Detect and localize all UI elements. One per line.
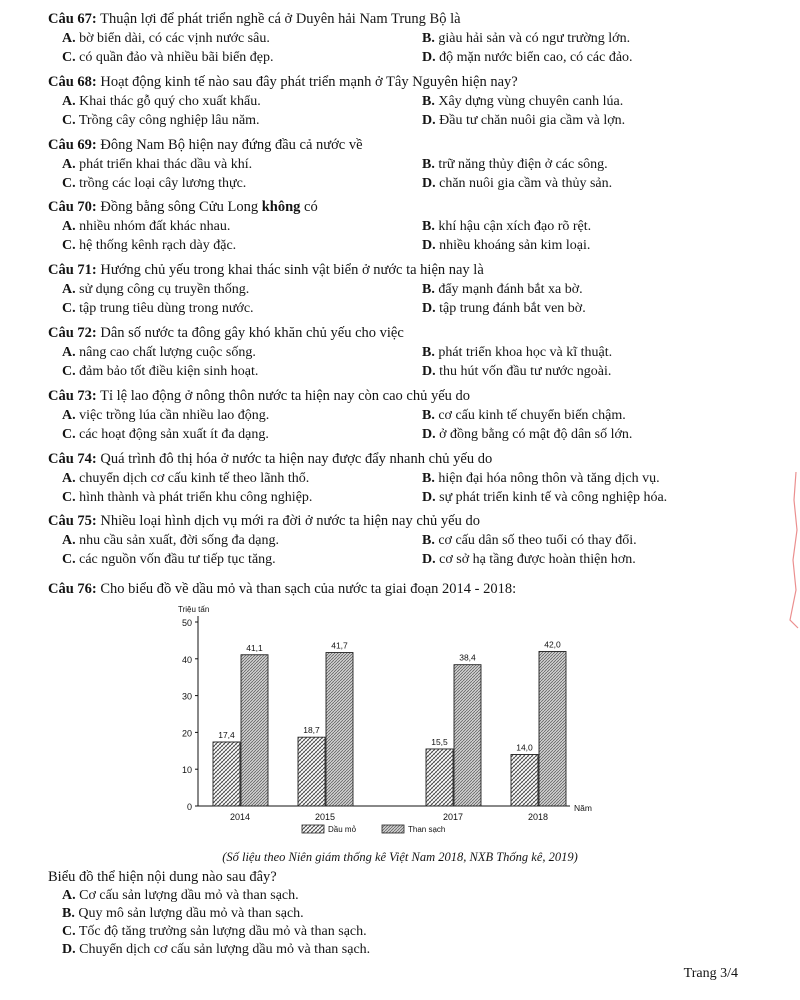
question-number: Câu 67: xyxy=(48,11,97,27)
option-text: độ mặn nước biển cao, có các đảo. xyxy=(439,50,633,65)
option-text: Tốc độ tăng trưởng sản lượng dầu mỏ và than sạch. xyxy=(78,924,367,939)
option-text: nhiều khoáng sản kim loại. xyxy=(439,238,591,254)
option-letter: C. xyxy=(62,112,76,128)
bar-value-label: 14,0 xyxy=(516,742,533,753)
bar-dau-mo-2015 xyxy=(298,737,325,806)
option-letter: C. xyxy=(62,552,76,568)
option-text: giàu hải sản và có ngư trường lớn. xyxy=(438,31,631,46)
y-tick-label: 30 xyxy=(181,691,192,702)
option-letter: B. xyxy=(422,282,435,298)
x-tick-label: 2015 xyxy=(314,812,336,822)
page-number: Trang 3/4 xyxy=(683,966,738,981)
y-tick-label: 40 xyxy=(181,654,192,665)
option-grid xyxy=(48,29,758,67)
question-text: Hướng chủ yếu trong khai thác sinh vật biển ở nước ta hiện nay là xyxy=(100,262,484,279)
legend-label-dau-mo: Dầu mỏ xyxy=(328,825,357,834)
option-d[interactable] xyxy=(422,236,590,255)
question-76-option-a[interactable] xyxy=(48,887,758,905)
question-text: Đông Nam Bộ hiện nay đứng đầu cả nước về xyxy=(100,136,363,153)
option-b[interactable] xyxy=(422,217,591,236)
option-text: đảm bảo tốt điều kiện sinh hoạt. xyxy=(79,364,259,379)
question-76-stem xyxy=(48,580,758,599)
option-letter: D. xyxy=(422,112,436,128)
bar-than-sach-2015 xyxy=(326,653,353,806)
question-number: Câu 69: xyxy=(48,136,97,153)
question-76-text: Cho biểu đồ về dầu mỏ và than sạch của nước ta giai đoạn 2014 - 2018: xyxy=(100,581,517,597)
option-b[interactable] xyxy=(422,531,637,550)
question-text: Hoạt động kinh tế nào sau đây phát triển mạnh ở Tây Nguyên hiện nay? xyxy=(100,73,518,90)
option-letter: A. xyxy=(62,93,76,109)
option-text: nhiều nhóm đất khác nhau. xyxy=(79,219,231,235)
question-text: Đồng bằng sông Cửu Long xyxy=(100,199,259,216)
option-letter: A. xyxy=(62,345,76,360)
question-stem xyxy=(48,73,758,92)
question-71 xyxy=(48,261,758,318)
option-letter: A. xyxy=(62,888,76,903)
question-75 xyxy=(48,512,758,569)
option-text: nhu cầu sản xuất, đời sống đa dạng. xyxy=(79,533,279,549)
x-tick-label: 2017 xyxy=(442,812,464,822)
option-letter: A. xyxy=(62,407,76,423)
option-text: chuyển dịch cơ cấu kinh tế theo lãnh thổ. xyxy=(79,470,310,486)
option-a[interactable] xyxy=(62,29,270,48)
bar-value-label: 41,7 xyxy=(331,640,348,651)
y-tick-label: 10 xyxy=(181,765,192,776)
option-letter: D. xyxy=(422,552,436,568)
option-letter: A. xyxy=(62,156,76,172)
legend-swatch-than-sach xyxy=(382,825,404,833)
bar-value-label: 17,4 xyxy=(218,729,235,740)
option-a[interactable] xyxy=(62,280,249,299)
option-c[interactable] xyxy=(62,174,246,193)
option-text: bờ biển dài, có các vịnh nước sâu. xyxy=(79,31,270,46)
option-text: Quy mô sản lượng dầu mỏ và than sạch. xyxy=(78,906,304,921)
option-a[interactable] xyxy=(62,469,309,488)
bar-than-sach-2017 xyxy=(454,665,481,806)
option-text: Trồng cây công nghiệp lâu năm. xyxy=(78,112,260,128)
option-letter: D. xyxy=(62,942,76,957)
option-c[interactable] xyxy=(62,236,236,255)
option-grid xyxy=(48,343,758,381)
option-text: chăn nuôi gia cầm và thủy sản. xyxy=(439,175,613,191)
option-letter: C. xyxy=(62,489,76,505)
option-text: nâng cao chất lượng cuộc sống. xyxy=(79,345,256,360)
option-text: hệ thống kênh rạch dày đặc. xyxy=(79,238,237,254)
option-letter: D. xyxy=(422,301,436,317)
option-grid xyxy=(48,469,758,507)
option-c[interactable] xyxy=(62,425,269,444)
option-b[interactable] xyxy=(422,343,612,362)
option-grid xyxy=(48,155,758,193)
option-letter: A. xyxy=(62,282,76,298)
option-text: Khai thác gỗ quý cho xuất khẩu. xyxy=(79,93,261,109)
question-76-option-d[interactable] xyxy=(48,941,758,959)
option-text: Đầu tư chăn nuôi gia cầm và lợn. xyxy=(439,112,626,128)
question-text-emphasis: không xyxy=(261,199,301,216)
question-76 xyxy=(48,580,758,599)
question-number: Câu 72: xyxy=(48,325,97,341)
option-d[interactable] xyxy=(422,48,633,67)
question-76-prompt: Biểu đồ thể hiện nội dung nào sau đây? xyxy=(48,869,277,885)
question-number: Câu 73: xyxy=(48,387,97,404)
option-b[interactable] xyxy=(422,469,660,488)
option-letter: D. xyxy=(422,364,436,379)
question-number: Câu 71: xyxy=(48,262,97,279)
question-text: Dân số nước ta đông gây khó khăn chủ yếu cho việc xyxy=(100,325,404,341)
option-a[interactable] xyxy=(62,155,252,174)
option-c[interactable] xyxy=(62,488,312,507)
option-letter: B. xyxy=(422,93,435,109)
option-letter: B. xyxy=(422,156,435,172)
option-letter: C. xyxy=(62,426,76,442)
option-text: các hoạt động sản xuất ít đa dạng. xyxy=(79,426,269,442)
option-c[interactable] xyxy=(62,48,274,67)
x-axis-label: Năm xyxy=(574,803,592,813)
option-text: đẩy mạnh đánh bắt xa bờ. xyxy=(438,282,583,298)
option-letter: B. xyxy=(422,31,435,46)
option-text: khí hậu cận xích đạo rõ rệt. xyxy=(438,219,592,235)
question-76-number: Câu 76: xyxy=(48,581,97,597)
question-number: Câu 70: xyxy=(48,199,97,216)
option-text: cơ cấu kinh tế chuyển biến chậm. xyxy=(438,407,626,423)
option-letter: A. xyxy=(62,31,76,46)
option-d[interactable] xyxy=(422,488,667,507)
option-letter: B. xyxy=(422,470,435,486)
option-letter: C. xyxy=(62,238,76,254)
oil-coal-bar-chart xyxy=(160,600,640,845)
option-b[interactable] xyxy=(422,406,626,425)
bar-value-label: 41,1 xyxy=(246,642,263,653)
question-stem xyxy=(48,198,758,217)
option-a[interactable] xyxy=(62,531,279,550)
option-text: tập trung đánh bắt ven bờ. xyxy=(439,301,586,317)
option-text: phát triển khai thác dầu và khí. xyxy=(79,156,253,172)
option-c[interactable] xyxy=(62,299,254,318)
option-letter: A. xyxy=(62,219,76,235)
question-72 xyxy=(48,324,758,381)
y-tick-label: 20 xyxy=(181,728,192,739)
option-text: phát triển khoa học và kĩ thuật. xyxy=(438,345,613,360)
option-text: Chuyển dịch cơ cấu sản lượng dầu mỏ và than sạch. xyxy=(79,942,371,957)
question-stem xyxy=(48,136,758,155)
option-letter: A. xyxy=(62,470,76,486)
option-letter: D. xyxy=(422,489,436,505)
question-stem xyxy=(48,10,758,29)
option-b[interactable] xyxy=(422,29,630,48)
option-c[interactable] xyxy=(62,550,276,569)
bar-than-sach-2018 xyxy=(539,651,566,806)
option-a[interactable] xyxy=(62,406,269,425)
option-letter: B. xyxy=(422,345,435,360)
option-a[interactable] xyxy=(62,92,261,111)
option-grid xyxy=(48,280,758,318)
question-text: Tỉ lệ lao động ở nông thôn nước ta hiện nay còn cao chủ yếu do xyxy=(100,387,471,404)
option-text: trữ năng thủy điện ở các sông. xyxy=(438,156,608,172)
bar-dau-mo-2017 xyxy=(426,749,453,806)
bar-value-label: 38,4 xyxy=(459,652,476,663)
question-76-answers-block xyxy=(48,868,758,959)
question-text: Thuận lợi để phát triển nghề cá ở Duyên hải Nam Trung Bộ là xyxy=(100,11,461,27)
option-letter: B. xyxy=(422,407,435,423)
option-d[interactable] xyxy=(422,111,625,130)
chart-source-note: (Số liệu theo Niên giám thống kê Việt Nam 2018, NXB Thống kê, 2019) xyxy=(222,850,578,864)
y-axis-label: Triệu tấn xyxy=(178,605,210,614)
question-76-option-b[interactable] xyxy=(48,905,758,923)
option-letter: D. xyxy=(422,238,436,254)
question-number: Câu 75: xyxy=(48,513,97,530)
question-stem xyxy=(48,261,758,280)
question-text-tail: có xyxy=(304,199,318,216)
bar-dau-mo-2018 xyxy=(511,754,538,806)
question-text: Quá trình đô thị hóa ở nước ta hiện nay được đẩy nhanh chủ yếu do xyxy=(100,450,493,467)
option-text: Xây dựng vùng chuyên canh lúa. xyxy=(438,93,624,109)
option-c[interactable] xyxy=(62,362,258,381)
margin-pen-mark xyxy=(782,470,800,630)
question-67 xyxy=(48,10,758,67)
option-text: sự phát triển kinh tế và công nghiệp hóa. xyxy=(439,489,668,505)
question-68 xyxy=(48,73,758,130)
legend-swatch-dau-mo xyxy=(302,825,324,833)
option-b[interactable] xyxy=(422,92,623,111)
y-tick-label: 0 xyxy=(186,802,192,812)
x-tick-label: 2018 xyxy=(527,812,549,822)
bar-than-sach-2014 xyxy=(241,655,268,806)
option-text: Cơ cấu sản lượng dầu mỏ và than sạch. xyxy=(79,888,299,903)
bar-value-label: 42,0 xyxy=(544,639,561,650)
legend-label-than-sach: Than sạch xyxy=(408,825,446,834)
option-letter: C. xyxy=(62,175,76,191)
option-d[interactable] xyxy=(422,425,632,444)
option-letter: C. xyxy=(62,50,76,65)
option-text: có quần đảo và nhiều bãi biển đẹp. xyxy=(79,50,274,65)
question-76-option-c[interactable] xyxy=(48,923,758,941)
option-text: trồng các loại cây lương thực. xyxy=(79,175,247,191)
option-grid xyxy=(48,531,758,569)
option-text: việc trồng lúa cần nhiều lao động. xyxy=(79,407,270,423)
option-text: tập trung tiêu dùng trong nước. xyxy=(79,301,254,317)
option-a[interactable] xyxy=(62,343,256,362)
option-d[interactable] xyxy=(422,362,611,381)
option-text: các nguồn vốn đầu tư tiếp tục tăng. xyxy=(79,552,276,568)
option-text: thu hút vốn đầu tư nước ngoài. xyxy=(439,364,612,379)
question-74 xyxy=(48,450,758,507)
question-76-answers xyxy=(48,887,758,959)
option-grid xyxy=(48,406,758,444)
option-b[interactable] xyxy=(422,280,583,299)
x-tick-label: 2014 xyxy=(229,812,251,822)
bar-value-label: 15,5 xyxy=(431,736,448,747)
option-letter: B. xyxy=(422,219,435,235)
bar-value-label: 18,7 xyxy=(303,725,320,736)
option-d[interactable] xyxy=(422,299,586,318)
option-text: cơ sở hạ tầng được hoàn thiện hơn. xyxy=(439,552,636,568)
question-70 xyxy=(48,198,758,255)
question-stem xyxy=(48,387,758,406)
option-letter: A. xyxy=(62,533,76,549)
option-b[interactable] xyxy=(422,155,608,174)
y-tick-label: 50 xyxy=(181,618,192,628)
option-text: cơ cấu dân số theo tuổi có thay đổi. xyxy=(438,533,637,549)
option-letter: B. xyxy=(422,533,435,549)
option-text: hiện đại hóa nông thôn và tăng dịch vụ. xyxy=(438,470,660,486)
question-73 xyxy=(48,387,758,444)
question-number: Câu 68: xyxy=(48,73,97,90)
option-grid xyxy=(48,92,758,130)
option-d[interactable] xyxy=(422,174,612,193)
option-letter: D. xyxy=(422,426,436,442)
question-stem xyxy=(48,512,758,531)
question-stem xyxy=(48,324,758,343)
option-letter: D. xyxy=(422,175,436,191)
question-stem xyxy=(48,450,758,469)
option-a[interactable] xyxy=(62,217,230,236)
bar-dau-mo-2014 xyxy=(213,742,240,806)
option-text: hình thành và phát triển khu công nghiệp. xyxy=(79,489,313,505)
option-letter: C. xyxy=(62,924,76,939)
question-text: Nhiều loại hình dịch vụ mới ra đời ở nước ta hiện nay chủ yếu do xyxy=(100,513,480,530)
option-letter: C. xyxy=(62,301,76,317)
option-letter: B. xyxy=(62,906,75,921)
option-letter: D. xyxy=(422,50,436,65)
option-text: sử dụng công cụ truyền thống. xyxy=(79,282,250,298)
question-69 xyxy=(48,136,758,193)
question-number: Câu 74: xyxy=(48,450,97,467)
option-letter: C. xyxy=(62,364,76,379)
option-d[interactable] xyxy=(422,550,636,569)
option-text: ở đồng bằng có mật độ dân số lớn. xyxy=(439,426,633,442)
option-c[interactable] xyxy=(62,111,260,130)
option-grid xyxy=(48,217,758,255)
